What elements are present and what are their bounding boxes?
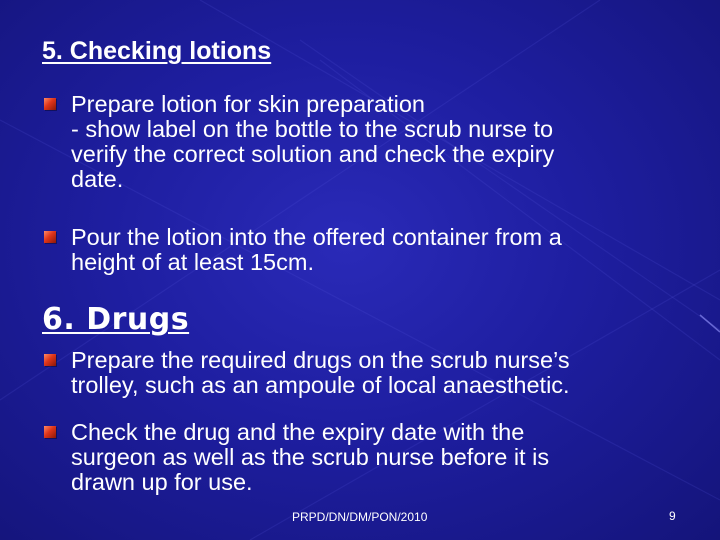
square-bullet-icon bbox=[44, 231, 56, 243]
square-bullet-icon bbox=[44, 426, 56, 438]
bullet-text: Pour the lotion into the offered container from a height of at least 15cm. bbox=[71, 224, 562, 275]
bullet-text: Prepare lotion for skin preparation - show label on the bottle to the scrub nurse to verify the correct solution and check the expiry date. bbox=[71, 91, 555, 192]
bullet-item bbox=[44, 225, 684, 275]
section-heading-drugs: 6. Drugs bbox=[42, 302, 190, 337]
bullet-item bbox=[44, 420, 684, 495]
bullet-text: Check the drug and the expiry date with the surgeon as well as the scrub nurse before it is drawn up for use. bbox=[71, 419, 550, 495]
square-bullet-icon bbox=[44, 98, 56, 110]
slide-footer: PRPD/DN/DM/PON/2010 bbox=[292, 510, 428, 524]
bullet-item bbox=[44, 92, 684, 192]
bullet-item bbox=[44, 348, 684, 398]
accent-ray bbox=[700, 315, 720, 332]
section-heading-checking-lotions: 5. Checking lotions bbox=[42, 37, 272, 65]
square-bullet-icon bbox=[44, 354, 56, 366]
page-number: 9 bbox=[669, 509, 676, 523]
bullet-text: Prepare the required drugs on the scrub nurse’s trolley, such as an ampoule of local anaesthetic. bbox=[71, 347, 570, 398]
